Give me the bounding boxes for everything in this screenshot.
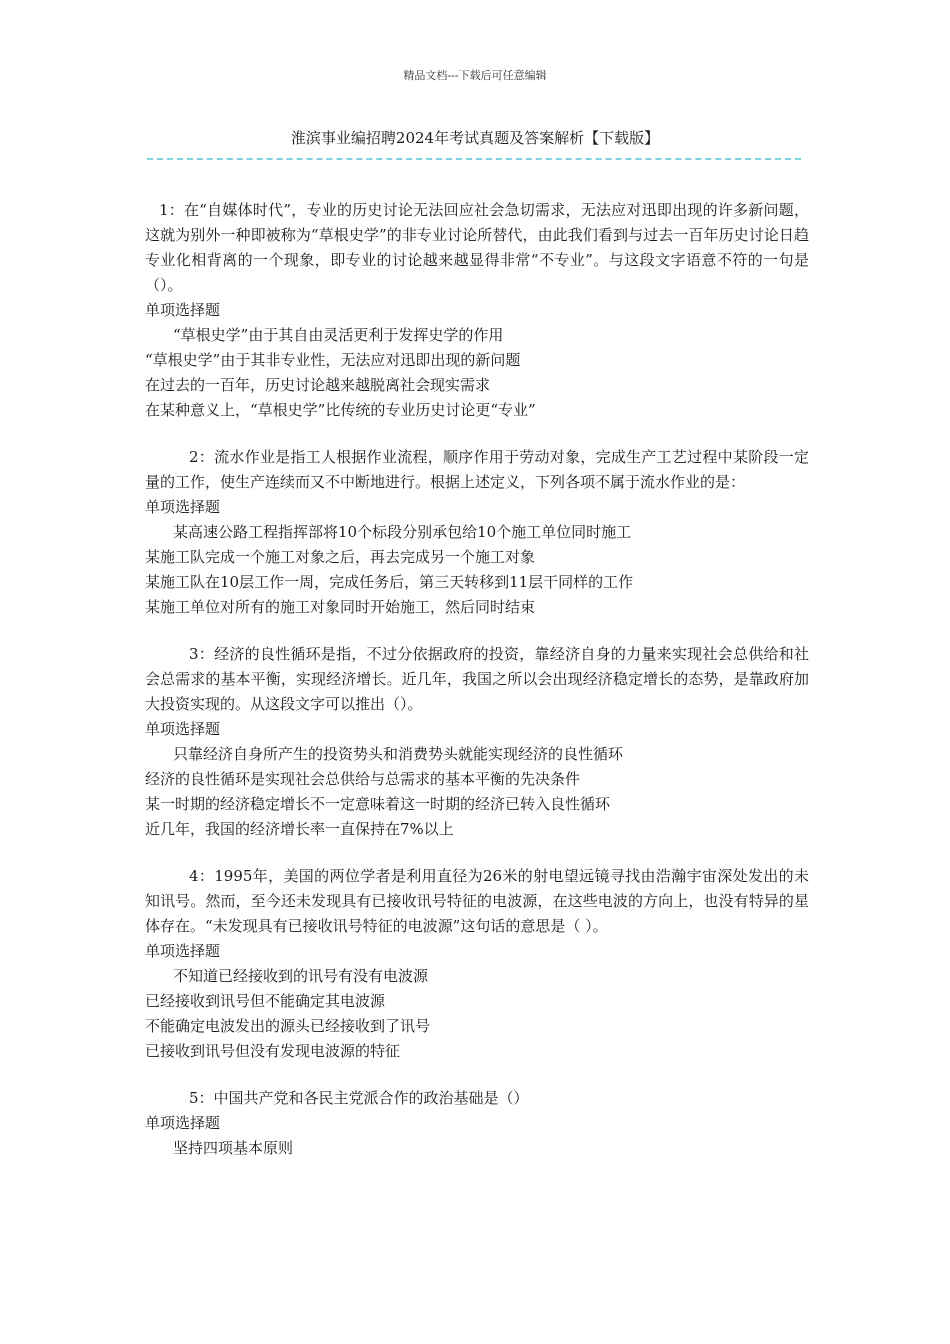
option-b: “草根史学”由于其非专业性，无法应对迅即出现的新问题: [145, 351, 521, 369]
question-2: [145, 445, 809, 620]
header-note: 精品文档---下载后可任意编辑: [403, 69, 547, 82]
question-list: [145, 198, 809, 1183]
question-4: [145, 864, 809, 1064]
question-stem: 5：中国共产党和各民主党派合作的政治基础是（）: [189, 1089, 529, 1107]
option-a: 只靠经济自身所产生的投资势头和消费势头就能实现经济的良性循环: [173, 745, 624, 763]
question-stem: 4：1995年，美国的两位学者是利用直径为26米的射电望远镜寻找由浩瀚宇宙深处发出的未知讯号。然而，至今还未发现具有已接收讯号特征的电波源，在这些电波的方向上，也没有特异的星体存在。“未发现具有已接收讯号特征的电波源”这句话的意思是（ ）。: [145, 867, 809, 935]
title-divider: [147, 158, 801, 160]
option-d: 在某种意义上，“草根史学”比传统的专业历史讨论更“专业”: [145, 401, 536, 419]
option-a: 不知道已经接收到的讯号有没有电波源: [173, 967, 429, 985]
option-d: 已接收到讯号但没有发现电波源的特征: [145, 1042, 401, 1060]
option-c: 在过去的一百年，历史讨论越来越脱离社会现实需求: [145, 376, 491, 394]
document-title: 淮滨事业编招聘2024年考试真题及答案解析【下载版】: [290, 129, 660, 147]
question-type: 单项选择题: [145, 1114, 221, 1132]
question-stem: 2：流水作业是指工人根据作业流程，顺序作用于劳动对象，完成生产工艺过程中某阶段一定量的工作，使生产连续而又不中断地进行。根据上述定义，下列各项不属于流水作业的是：: [145, 448, 809, 491]
question-type: 单项选择题: [145, 942, 221, 960]
question-stem: 3：经济的良性循环是指，不过分依据政府的投资，靠经济自身的力量来实现社会总供给和社会总需求的基本平衡，实现经济增长。近几年，我国之所以会出现经济稳定增长的态势，是靠政府加大投资实现的。从这段文字可以推出（）。: [145, 645, 809, 713]
option-b: 已经接收到讯号但不能确定其电波源: [145, 992, 386, 1010]
option-d: 某施工单位对所有的施工对象同时开始施工，然后同时结束: [145, 598, 536, 616]
option-c: 不能确定电波发出的源头已经接收到了讯号: [145, 1017, 431, 1035]
option-d: 近几年，我国的经济增长率一直保持在7%以上: [145, 820, 454, 838]
question-stem: 1：在“自媒体时代”，专业的历史讨论无法回应社会急切需求，无法应对迅即出现的许多新问题，这就为别外一种即被称为“草根史学”的非专业讨论所替代，由此我们看到与过去一百年历史讨论日趋专业化相背离的一个现象，即专业的讨论越来越显得非常“不专业”。与这段文字语意不符的一句是（）。: [145, 201, 809, 294]
question-3: [145, 642, 809, 842]
option-a: 某高速公路工程指挥部将10个标段分别承包给10个施工单位同时施工: [173, 523, 632, 541]
option-c: 某一时期的经济稳定增长不一定意味着这一时期的经济已转入良性循环: [145, 795, 611, 813]
question-type: 单项选择题: [145, 301, 221, 319]
question-1: [145, 198, 809, 423]
option-c: 某施工队在10层工作一周，完成任务后，第三天转移到11层干同样的工作: [145, 573, 634, 591]
option-a: “草根史学”由于其自由灵活更利于发挥史学的作用: [173, 326, 504, 344]
option-a: 坚持四项基本原则: [173, 1139, 294, 1157]
option-b: 经济的良性循环是实现社会总供给与总需求的基本平衡的先决条件: [145, 770, 581, 788]
question-type: 单项选择题: [145, 720, 221, 738]
option-b: 某施工队完成一个施工对象之后，再去完成另一个施工对象: [145, 548, 536, 566]
question-type: 单项选择题: [145, 498, 221, 516]
question-5: [145, 1086, 809, 1161]
